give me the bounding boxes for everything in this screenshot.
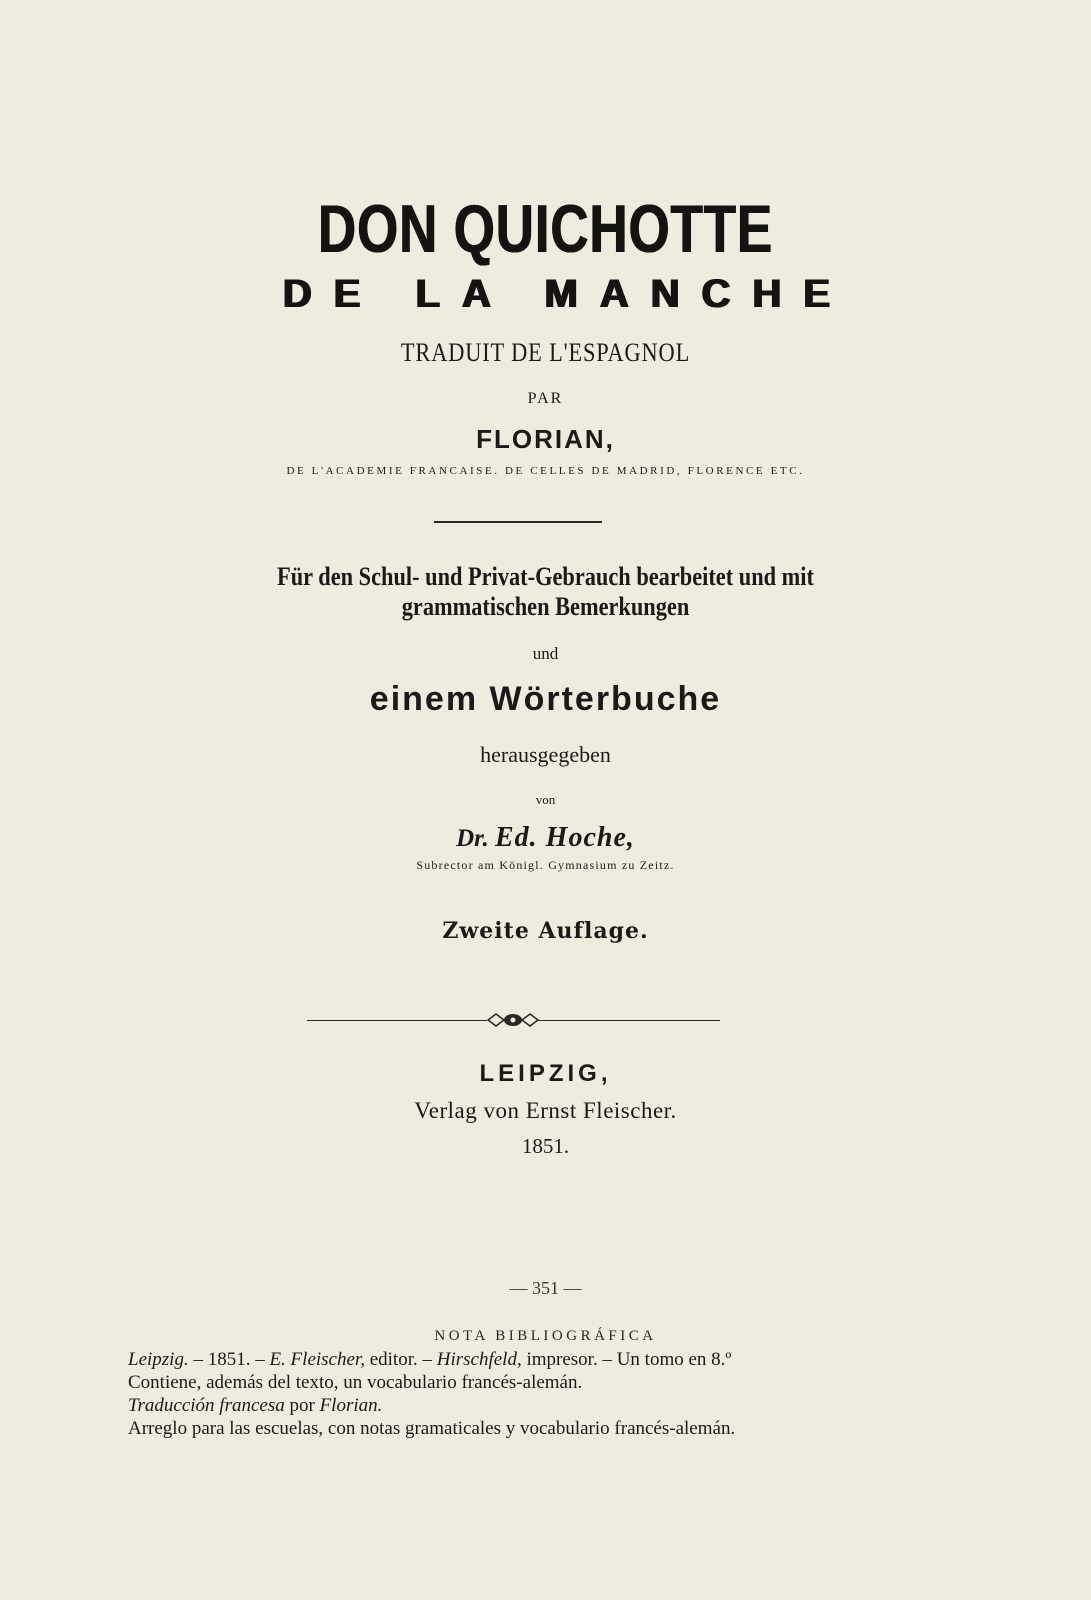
note-translator: Florian. [319,1395,383,1416]
page-number: — 351 — [509,1278,582,1298]
editor-position: Subrector am Königl. Gymnasium zu Zeitz. [416,858,675,872]
edition-label: Zweite Auflage. [442,918,649,944]
note-heading: NOTA BIBLIOGRÁFICA [434,1328,657,1344]
imprint-city: LEIPZIG, [479,1060,612,1087]
book-subtitle: DE LA MANCHE [282,272,853,316]
imprint-publisher: Verlag von Ernst Fleischer. [414,1098,677,1123]
edited-label: herausgegeben [480,742,611,767]
editor-title: Dr. [456,825,489,852]
dictionary-line: einem Wörterbuche [369,680,722,718]
note-line-4: Arreglo para las escuelas, con notas gramaticales y vocabulario francés-alemán. [128,1418,736,1439]
note-line-2: Contiene, además del texto, un vocabulario francés-alemán. [128,1372,583,1393]
note-translation-label: Traducción francesa [128,1395,285,1416]
divider-rule-left [307,1020,487,1021]
note-place: Leipzig. [128,1349,189,1370]
translator-affiliation: DE L'ACADEMIE FRANCAISE. DE CELLES DE MADRID, FLORENCE ETC. [286,465,805,477]
bibliographic-note [128,1348,928,1440]
editor-name: Ed. Hoche, [495,822,635,853]
translator-name: FLORIAN, [476,424,615,454]
note-format: impresor. – Un tomo en 8.º [521,1349,732,1370]
note-por: por [284,1395,320,1416]
imprint-year: 1851. [521,1134,570,1158]
note-editor-label: editor. – [364,1349,437,1370]
note-year: – 1851. – [188,1349,270,1370]
translated-line: TRADUIT DE L'ESPAGNOL [400,338,691,367]
purpose-line-2: grammatischen Bemerkungen [401,592,690,621]
purpose-line-1: Für den Schul- und Privat-Gebrauch bearbeitet und mit [277,562,814,591]
ornament-icon [486,1010,540,1030]
par-label: PAR [527,390,564,407]
book-title: DON QUICHOTTE [317,191,774,267]
divider-rule-right [538,1020,720,1021]
editor-line [0,822,1091,854]
note-line-3 [128,1394,928,1417]
note-line-1 [128,1348,928,1371]
note-publisher: E. Fleischer, [269,1349,365,1370]
divider-rule [434,521,602,523]
und-label: und [532,644,559,663]
note-printer: Hirschfeld, [436,1349,522,1370]
von-label: von [535,792,556,807]
